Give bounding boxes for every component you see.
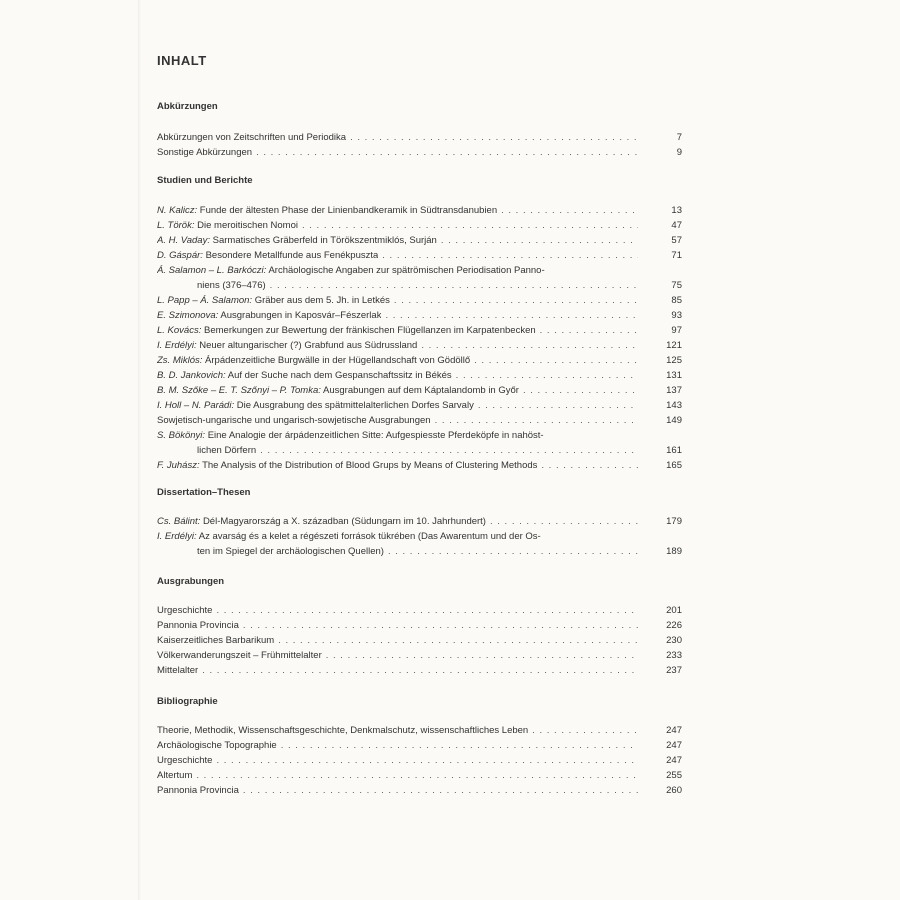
page-number: 47 [671,220,682,231]
entry-title [157,633,274,648]
entry-text: Theorie, Methodik, Wissenschaftsgeschichte, Denkmalschutz, wissenschaftliches Leben [157,725,529,736]
page-number: 247 [666,740,682,751]
entry-title [157,338,417,353]
section-heading: Bibliographie [157,696,218,707]
entry-author: Zs. Miklós: [157,355,203,366]
entry-title [157,203,497,218]
leader-dots [382,248,638,263]
toc-entry[interactable] [157,130,682,145]
toc-entry[interactable] [157,428,682,458]
entry-author: D. Gáspár: [157,250,203,261]
page-number: 255 [666,770,682,781]
entry-title [157,603,212,618]
entry-title [157,723,528,738]
entry-text: Sarmatisches Gräberfeld in Törökszentmiklós, Surján [212,235,437,246]
entry-title [157,738,277,753]
toc-entry[interactable] [157,663,682,678]
leader-dots [478,398,638,413]
page-number: 137 [666,385,682,396]
toc-entry[interactable] [157,783,682,798]
entry-author: L. Kovács: [157,325,202,336]
toc-entry[interactable] [157,529,682,559]
entry-text: Sowjetisch-ungarische und ungarisch-sowjetische Ausgrabungen [157,415,431,426]
leader-dots [281,738,638,753]
toc-entry[interactable] [157,233,682,248]
leader-dots [270,278,638,293]
toc-entry[interactable] [157,353,682,368]
entry-title [157,145,252,160]
page-number: 247 [666,755,682,766]
page-number: 85 [671,295,682,306]
page-number: 247 [666,725,682,736]
leader-dots [260,443,638,458]
entry-title [157,248,378,263]
section-heading: Dissertation–Thesen [157,487,251,498]
entry-title [157,263,682,278]
entry-title [157,618,239,633]
leader-dots [421,338,638,353]
page-number: 260 [666,785,682,796]
leader-dots [532,723,638,738]
leader-dots [350,130,638,145]
entry-author: Cs. Bálint: [157,516,201,527]
entry-author: S. Bökönyi: [157,430,206,441]
entry-title [157,663,198,678]
leader-dots [278,633,638,648]
toc-entry[interactable] [157,768,682,783]
page-number: 121 [666,340,682,351]
entry-text: Dél-Magyarország a X. században (Südungarn im 10. Jahrhundert) [202,516,486,527]
entry-text: Völkerwanderungszeit – Frühmittelalter [157,650,322,661]
leader-dots [441,233,638,248]
page-number: 161 [666,445,682,456]
page-number: 7 [676,132,682,143]
entry-text: Sonstige Abkürzungen [157,147,253,158]
leader-dots [256,145,638,160]
entry-title [157,293,390,308]
toc-entry[interactable] [157,248,682,263]
entry-title [157,398,474,413]
page-number: 13 [671,205,682,216]
entry-title [157,753,212,768]
entry-title [157,368,452,383]
entry-title [157,130,346,145]
entry-text: Gräber aus dem 5. Jh. in Letkés [254,295,390,306]
entry-title [157,323,536,338]
leader-dots [302,218,638,233]
page-number: 226 [666,620,682,631]
entry-continuation: lichen Dörfern [197,445,257,456]
entry-text: Bemerkungen zur Bewertung der fränkischen Flügellanzen im Karpatenbecken [204,325,536,336]
entry-text: Neuer altungarischer (?) Grabfund aus Südrussland [199,340,418,351]
page-number: 230 [666,635,682,646]
page-number: 201 [666,605,682,616]
page-number: 93 [671,310,682,321]
entry-text: Pannonia Provincia [157,620,239,631]
entry-text: Kaiserzeitliches Barbarikum [157,635,275,646]
entry-text: Ausgrabungen auf dem Káptalandomb in Győr [323,385,519,396]
entry-text: Urgeschichte [157,605,213,616]
entry-title [157,218,298,233]
leader-dots [490,514,638,529]
page-number: 97 [671,325,682,336]
leader-dots [523,383,638,398]
entry-text: Pannonia Provincia [157,785,239,796]
toc-entry[interactable] [157,368,682,383]
entry-author: A. H. Vaday: [157,235,210,246]
entry-author: B. D. Jankovich: [157,370,226,381]
entry-title [157,308,381,323]
toc-entry[interactable] [157,753,682,768]
leader-dots [474,353,638,368]
page-number: 125 [666,355,682,366]
toc-entry[interactable] [157,738,682,753]
entry-text: Besondere Metallfunde aus Fenékpuszta [205,250,379,261]
section-heading: Studien und Berichte [157,175,253,186]
toc-entry[interactable] [157,398,682,413]
entry-text: Funde der ältesten Phase der Linienbandkeramik in Südtransdanubien [199,205,498,216]
entry-text: Árpádenzeitliche Burgwälle in der Hügellandschaft von Gödöllő [205,355,471,366]
toc-entry[interactable] [157,145,682,160]
page-number: 131 [666,370,682,381]
entry-author: L. Papp – Á. Salamon: [157,295,253,306]
leader-dots [541,458,638,473]
entry-text: Eine Analogie der árpádenzeitlichen Sitte: Aufgespiesste Pferdeköpfe in nahöst- [207,430,544,441]
toc-entry[interactable] [157,458,682,473]
leader-dots [394,293,638,308]
entry-author: I. Erdélyi: [157,531,197,542]
toc-entry[interactable] [157,218,682,233]
page-number: 237 [666,665,682,676]
toc-entry[interactable] [157,263,682,293]
entry-text: Die Ausgrabung des spätmittelalterlichen Dorfes Sarvaly [236,400,474,411]
toc-entry[interactable] [157,338,682,353]
entry-author: E. Szimonova: [157,310,219,321]
entry-title [157,768,192,783]
page-number: 71 [671,250,682,261]
page-number: 143 [666,400,682,411]
entry-text: Ausgrabungen in Kaposvár–Fészerlak [220,310,382,321]
entry-continuation: niens (376–476) [197,280,266,291]
leader-dots [202,663,638,678]
entry-title [157,353,470,368]
entry-title [157,413,431,428]
toc-entry[interactable] [157,413,682,428]
entry-text: Urgeschichte [157,755,213,766]
page-edge-shadow [138,0,141,900]
page-number: 75 [671,280,682,291]
page-number: 233 [666,650,682,661]
entry-author: I. Holl – N. Parádi: [157,400,235,411]
leader-dots [326,648,638,663]
leader-dots [388,544,638,559]
entry-text: Archäologische Angaben zur spätrömischen Periodisation Panno- [268,265,545,276]
section-heading: Abkürzungen [157,101,218,112]
entry-text: Az avarság és a kelet a régészeti források tükrében (Das Awarentum und der Os- [198,531,541,542]
entry-title [157,648,322,663]
leader-dots [216,603,638,618]
entry-author: I. Erdélyi: [157,340,197,351]
toc-entry[interactable] [157,603,682,618]
entry-title [157,383,519,398]
toc-entry[interactable] [157,293,682,308]
leader-dots [243,618,638,633]
toc-entry[interactable] [157,723,682,738]
page-number: 57 [671,235,682,246]
leader-dots [243,783,638,798]
leader-dots [216,753,638,768]
toc-entry[interactable] [157,633,682,648]
toc-entry[interactable] [157,383,682,398]
leader-dots [456,368,638,383]
entry-author: F. Juhász: [157,460,200,471]
leader-dots [435,413,638,428]
entry-continuation: ten im Spiegel der archäologischen Quellen) [197,546,384,557]
leader-dots [196,768,638,783]
entry-author: B. M. Szőke – E. T. Szőnyi – P. Tomka: [157,385,321,396]
entry-text: The Analysis of the Distribution of Blood Grups by Means of Clustering Methods [202,460,538,471]
entry-title [157,529,682,544]
toc-entry[interactable] [157,308,682,323]
leader-dots [501,203,638,218]
page-number: 149 [666,415,682,426]
page-number: 189 [666,546,682,557]
entry-title [157,783,239,798]
entry-text: Altertum [157,770,193,781]
entry-text: Mittelalter [157,665,199,676]
page-number: 165 [666,460,682,471]
entry-title [157,514,486,529]
page-number: 179 [666,516,682,527]
entry-title [157,428,682,443]
entry-text: Abkürzungen von Zeitschriften und Periodika [157,132,347,143]
entry-text: Archäologische Topographie [157,740,277,751]
entry-author: Á. Salamon – L. Barkóczi: [157,265,267,276]
entry-author: N. Kalicz: [157,205,198,216]
entry-title [157,233,437,248]
toc-entry[interactable] [157,323,682,338]
toc-entry[interactable] [157,514,682,529]
leader-dots [385,308,638,323]
section-heading: Ausgrabungen [157,576,225,587]
entry-text: Auf der Suche nach dem Gespanschaftssitz in Békés [227,370,452,381]
entry-title [157,458,537,473]
leader-dots [540,323,638,338]
page-title: INHALT [157,53,207,68]
entry-author: L. Török: [157,220,195,231]
entry-text: Die meroitischen Nomoi [197,220,298,231]
toc-entry[interactable] [157,203,682,218]
toc-entry[interactable] [157,648,682,663]
page-number: 9 [676,147,682,158]
toc-entry[interactable] [157,618,682,633]
